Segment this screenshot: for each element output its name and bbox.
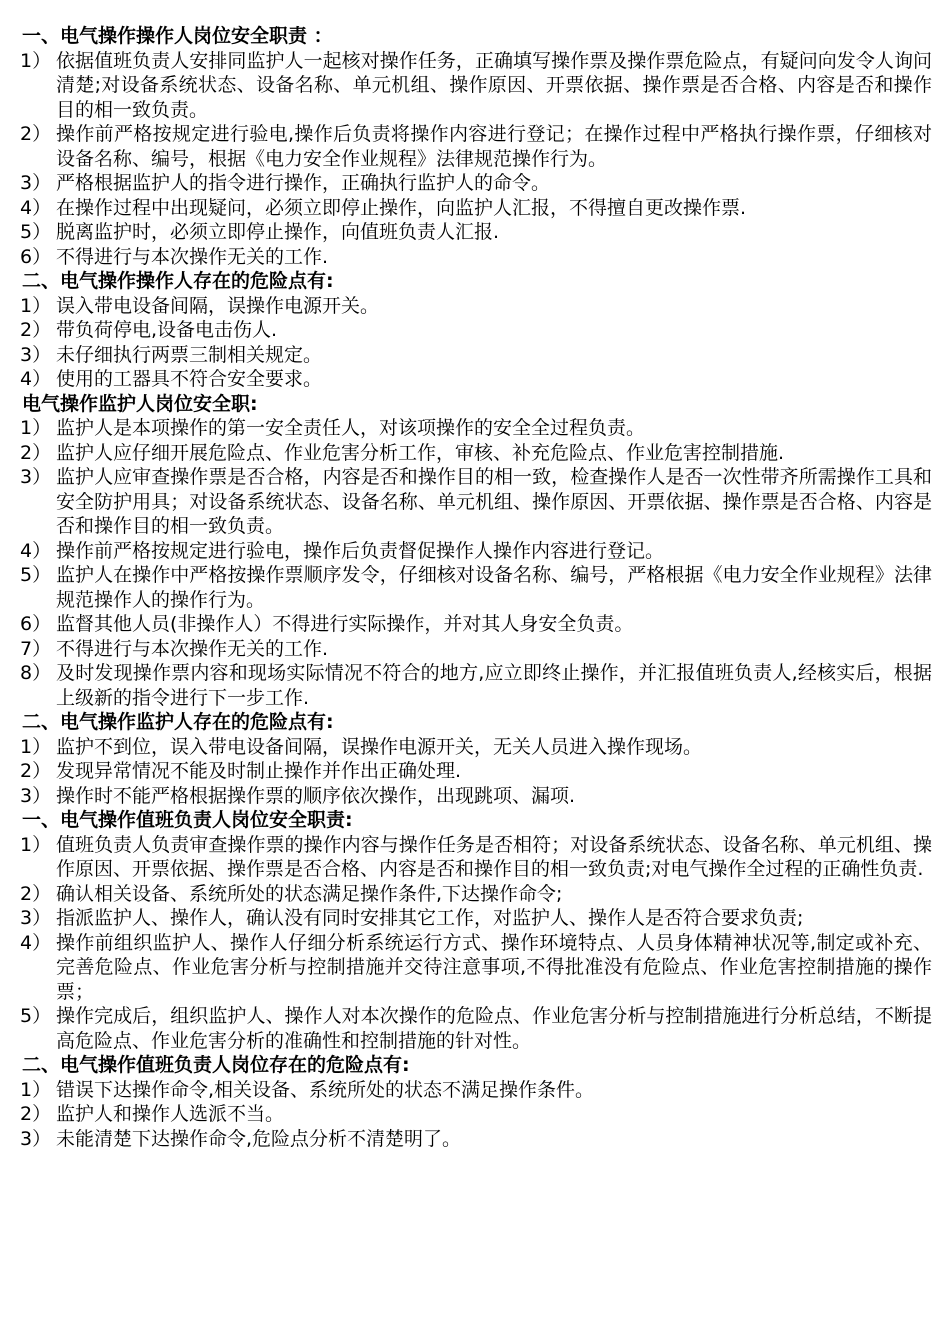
- list-item: [20, 906, 932, 931]
- list-item: [20, 465, 932, 539]
- list-item: [20, 196, 932, 221]
- item-text: 确认相关设备、系统所处的状态满足操作条件,下达操作命令;: [56, 882, 563, 905]
- list-item: [20, 367, 932, 392]
- section-1: [20, 24, 932, 269]
- item-number: 2）: [20, 882, 52, 905]
- item-number: 3）: [20, 466, 52, 488]
- item-text: 操作时不能严格根据操作票的顺序依次操作，出现跳项、漏项.: [56, 784, 576, 807]
- section-heading: 一、电气操作值班负责人岗位安全职责:: [22, 809, 353, 831]
- item-text: 发现异常情况不能及时制止操作并作出正确处理.: [56, 760, 462, 782]
- list-item: [20, 882, 932, 907]
- list-item: [20, 563, 932, 612]
- item-number: 1）: [20, 1078, 52, 1101]
- item-text: 在操作过程中出现疑问，必须立即停止操作，向监护人汇报，不得擅自更改操作票.: [56, 196, 747, 219]
- list-item: [20, 735, 932, 760]
- item-text: 及时发现操作票内容和现场实际情况不符合的地方,应立即终止操作，并汇报值班负责人,经核实后，根据上级新的指令进行下一步工作.: [56, 662, 932, 709]
- item-number: 6）: [20, 613, 52, 635]
- list-item: [20, 343, 932, 368]
- item-text: 不得进行与本次操作无关的工作.: [56, 637, 329, 660]
- item-text: 脱离监护时，必须立即停止操作，向值班负责人汇报.: [56, 221, 500, 243]
- section-heading: 一、电气操作操作人岗位安全职责 ：: [22, 25, 333, 47]
- section-5: [20, 808, 932, 1053]
- item-number: 1）: [20, 833, 52, 856]
- item-text: 监护不到位，误入带电设备间隔，误操作电源开关，无关人员进入操作现场。: [56, 735, 703, 758]
- item-number: 4）: [20, 368, 52, 390]
- item-number: 3）: [20, 907, 52, 929]
- item-number: 4）: [20, 931, 52, 954]
- list-item: [20, 759, 932, 784]
- item-number: 2）: [20, 123, 52, 145]
- item-number: 2）: [20, 760, 52, 782]
- item-text: 监护人应仔细开展危险点、作业危害分析工作，审核、补充危险点、作业危害控制措施.: [56, 441, 785, 464]
- item-text: 严格根据监护人的指令进行操作，正确执行监护人的命令。: [56, 172, 551, 194]
- item-text: 监护人是本项操作的第一安全责任人，对该项操作的安全全过程负责。: [56, 417, 646, 439]
- item-text: 误入带电设备间隔，误操作电源开关。: [56, 294, 380, 317]
- list-item: [20, 122, 932, 171]
- section-heading: 电气操作监护人岗位安全职:: [22, 392, 258, 415]
- item-text: 使用的工器具不符合安全要求。: [56, 368, 323, 390]
- item-number: 3）: [20, 172, 52, 194]
- list-item: [20, 784, 932, 809]
- item-text: 未仔细执行两票三制相关规定。: [56, 343, 323, 366]
- list-item: [20, 318, 932, 343]
- item-number: 1）: [20, 294, 52, 317]
- list-item: [20, 539, 932, 564]
- item-number: 7）: [20, 637, 52, 660]
- list-item: [20, 220, 932, 245]
- list-item: [20, 441, 932, 466]
- item-text: 监护人在操作中严格按操作票顺序发令，仔细核对设备名称、编号，严格根据《电力安全作业规程》法律规范操作人的操作行为。: [56, 564, 932, 611]
- section-6: [20, 1053, 932, 1151]
- item-text: 未能清楚下达操作命令,危险点分析不清楚明了。: [56, 1127, 462, 1150]
- item-text: 操作前严格按规定进行验电,操作后负责将操作内容进行登记；在操作过程中严格执行操作票，仔细核对设备名称、编号，根据《电力安全作业规程》法律规范操作行为。: [56, 123, 932, 170]
- list-item: [20, 661, 932, 710]
- item-number: 3）: [20, 343, 52, 366]
- list-item: [20, 637, 932, 662]
- item-number: 2）: [20, 441, 52, 464]
- section-2: [20, 269, 932, 392]
- document-body: [20, 24, 932, 1151]
- item-text: 监护人应审查操作票是否合格，内容是否和操作目的相一致，检查操作人是否一次性带齐所需操作工具和安全防护用具；对设备系统状态、设备名称、单元机组、操作原因、开票依据、操作票是否合格、内容是否和操作目的相一致负责。: [56, 466, 932, 537]
- item-text: 依据值班负责人安排同监护人一起核对操作任务，正确填写操作票及操作票危险点，有疑问向发令人询问清楚;对设备系统状态、设备名称、单元机组、操作原因、开票依据、操作票是否合格、内容是否和操作目的相一致负责。: [56, 49, 932, 121]
- list-item: [20, 1004, 932, 1053]
- item-text: 操作前严格按规定进行验电，操作后负责督促操作人操作内容进行登记。: [56, 539, 665, 562]
- item-text: 值班负责人负责审查操作票的操作内容与操作任务是否相符；对设备系统状态、设备名称、单元机组、操作原因、开票依据、操作票是否合格、内容是否和操作目的相一致负责;对电气操作全过程的正确性负责.: [56, 833, 932, 880]
- section-4: [20, 710, 932, 808]
- list-item: [20, 612, 932, 637]
- item-number: 1）: [20, 417, 52, 439]
- item-number: 5）: [20, 221, 52, 243]
- item-number: 2）: [20, 1103, 52, 1125]
- item-number: 6）: [20, 245, 52, 268]
- item-text: 带负荷停电,设备电击伤人.: [56, 319, 278, 341]
- item-number: 4）: [20, 196, 52, 219]
- list-item: [20, 49, 932, 123]
- list-item: [20, 1078, 932, 1103]
- item-number: 5）: [20, 564, 52, 586]
- list-item: [20, 1127, 932, 1152]
- item-number: 1）: [20, 735, 52, 758]
- list-item: [20, 416, 932, 441]
- item-text: 操作前组织监护人、操作人仔细分析系统运行方式、操作环境特点、人员身体精神状况等,制定或补充、完善危险点、作业危害分析与控制措施并交待注意事项,不得批准没有危险点、作业危害控制措施的操作票；: [56, 931, 932, 1003]
- section-heading: 二、电气操作值班负责人岗位存在的危险点有:: [22, 1054, 410, 1076]
- list-item: [20, 294, 932, 319]
- item-text: 错误下达操作命令,相关设备、系统所处的状态不满足操作条件。: [56, 1078, 595, 1101]
- item-number: 2）: [20, 319, 52, 341]
- list-item: [20, 931, 932, 1005]
- item-number: 1）: [20, 49, 52, 72]
- item-text: 监督其他人员(非操作人）不得进行实际操作，并对其人身安全负责。: [56, 613, 634, 635]
- section-heading: 二、电气操作监护人存在的危险点有:: [22, 711, 334, 733]
- list-item: [20, 1102, 932, 1127]
- item-number: 8）: [20, 662, 52, 684]
- item-text: 指派监护人、操作人，确认没有同时安排其它工作，对监护人、操作人是否符合要求负责;: [56, 907, 804, 929]
- item-number: 3）: [20, 784, 52, 807]
- item-number: 5）: [20, 1005, 52, 1027]
- item-number: 4）: [20, 539, 52, 562]
- list-item: [20, 245, 932, 270]
- section-heading: 二、电气操作操作人存在的危险点有:: [22, 270, 334, 292]
- list-item: [20, 171, 932, 196]
- item-text: 监护人和操作人选派不当。: [56, 1103, 285, 1125]
- list-item: [20, 833, 932, 882]
- item-text: 不得进行与本次操作无关的工作.: [56, 245, 329, 268]
- section-3: [20, 392, 932, 711]
- item-text: 操作完成后，组织监护人、操作人对本次操作的危险点、作业危害分析与控制措施进行分析总结，不断提高危险点、作业危害分析的准确性和控制措施的针对性。: [56, 1005, 932, 1052]
- item-number: 3）: [20, 1127, 52, 1150]
